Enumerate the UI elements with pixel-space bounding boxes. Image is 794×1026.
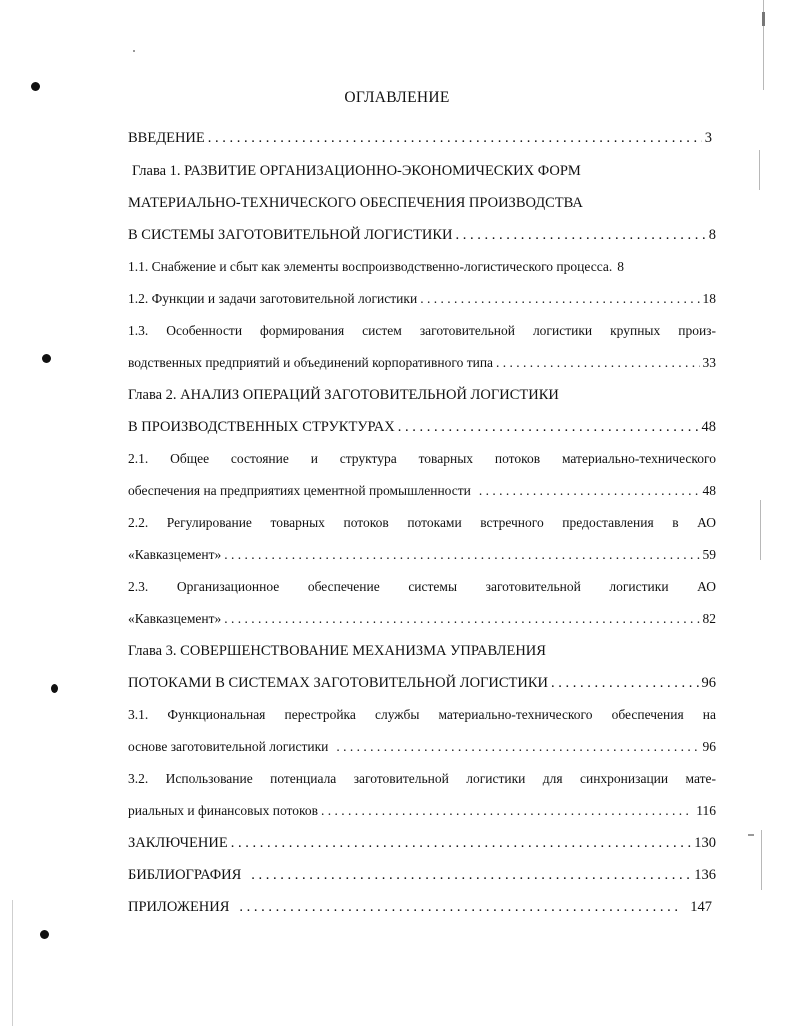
- toc-entry-section-3-1: 3.1. Функциональная перестройка службы материально-технического обеспечения на: [128, 707, 716, 722]
- toc-entry-chapter-1-heading-line-3: В СИСТЕМЫ ЗАГОТОВИТЕЛЬНОЙ ЛОГИСТИКИ . . . 8: [128, 225, 716, 245]
- toc-entry-section-3-1-line-2: основе заготовительной логистики . . . 96: [128, 737, 716, 757]
- toc-entry-introduction: ВВЕДЕНИЕ . . . 3: [128, 128, 716, 148]
- toc-entry-section-2-3: 2.3. Организационное обеспечение системы заготовительной логистики АО: [128, 579, 716, 594]
- scan-speck: [133, 50, 135, 52]
- dot-leader: [496, 353, 699, 373]
- toc-entry-bibliography: БИБЛИОГРАФИЯ . . . 136: [128, 865, 716, 885]
- toc-entry-section-3-2-line-2: риальных и финансовых потоков . . . 116: [128, 801, 716, 821]
- dot-leader: [321, 801, 693, 821]
- toc-entry-section-1-3: 1.3. Особенности формирования систем заготовительной логистики крупных произ-: [128, 323, 716, 338]
- toc-entry-chapter-2-heading: Глава 2. АНАЛИЗ ОПЕРАЦИЙ ЗАГОТОВИТЕЛЬНОЙ ЛОГИСТИКИ: [128, 387, 559, 403]
- toc-entry-appendices: ПРИЛОЖЕНИЯ . . . 147: [128, 897, 716, 917]
- dot-leader: [420, 289, 699, 309]
- toc-entry-conclusion: ЗАКЛЮЧЕНИЕ . . . 130: [128, 833, 716, 853]
- scan-speck: [762, 12, 765, 26]
- dot-leader: [224, 609, 699, 629]
- toc-entry-section-1-3-line-2: водственных предприятий и объединений корпоративного типа . . . 33: [128, 353, 716, 373]
- toc-entry-section-1-2: 1.2. Функции и задачи заготовительной логистики . . . 18: [128, 289, 716, 309]
- toc-entry-section-1-1: 1.1. Снабжение и сбыт как элементы воспроизводственно-логистического процесса. 8: [128, 259, 624, 274]
- toc-entry-section-2-1-line-2: обеспечения на предприятиях цементной промышленности . . . 48: [128, 481, 716, 501]
- toc-entry-chapter-1-heading-line-2: МАТЕРИАЛЬНО-ТЕХНИЧЕСКОГО ОБЕСПЕЧЕНИЯ ПРОИЗВОДСТВА: [128, 195, 583, 211]
- toc-entry-section-3-2: 3.2. Использование потенциала заготовительной логистики для синхронизации мате-: [128, 771, 716, 786]
- dot-leader: [251, 865, 691, 885]
- toc-entry-section-2-2-line-2: «Кавказцемент» . . . 59: [128, 545, 716, 565]
- toc-entry-section-2-1: 2.1. Общее состояние и структура товарных потоков материально-технического: [128, 451, 716, 466]
- dot-leader: [208, 128, 702, 148]
- dot-leader: [336, 737, 699, 757]
- scan-edge-line: [12, 900, 13, 1026]
- dot-leader: [224, 545, 699, 565]
- dot-leader: [398, 417, 699, 437]
- toc-entry-section-2-2: 2.2. Регулирование товарных потоков потоками встречного предоставления в АО: [128, 515, 716, 530]
- punch-hole-mark: [42, 354, 51, 363]
- scan-edge-line: [760, 500, 761, 560]
- page-title: ОГЛАВЛЕНИЕ: [344, 89, 450, 106]
- toc-entry-chapter-2-heading-line-2: В ПРОИЗВОДСТВЕННЫХ СТРУКТУРАХ . . . 48: [128, 417, 716, 437]
- toc-entry-chapter-3-heading: Глава 3. СОВЕРШЕНСТВОВАНИЕ МЕХАНИЗМА УПРАВЛЕНИЯ: [128, 643, 546, 659]
- punch-hole-mark: [51, 684, 58, 693]
- scan-edge-line: [761, 830, 762, 890]
- scan-edge-line: [759, 150, 760, 190]
- toc-entry-section-2-3-line-2: «Кавказцемент» . . . 82: [128, 609, 716, 629]
- scan-speck: [748, 834, 754, 836]
- dot-leader: [551, 673, 698, 693]
- punch-hole-mark: [40, 930, 49, 939]
- toc-entry-chapter-3-heading-line-2: ПОТОКАМИ В СИСТЕМАХ ЗАГОТОВИТЕЛЬНОЙ ЛОГИСТИКИ . . . 96: [128, 673, 716, 693]
- toc-entry-chapter-1-heading: Глава 1. РАЗВИТИЕ ОРГАНИЗАЦИОННО-ЭКОНОМИЧЕСКИХ ФОРМ: [132, 163, 581, 179]
- dot-leader: [456, 225, 706, 245]
- dot-leader: [239, 897, 679, 917]
- dot-leader: [231, 833, 692, 853]
- dot-leader: [479, 481, 700, 501]
